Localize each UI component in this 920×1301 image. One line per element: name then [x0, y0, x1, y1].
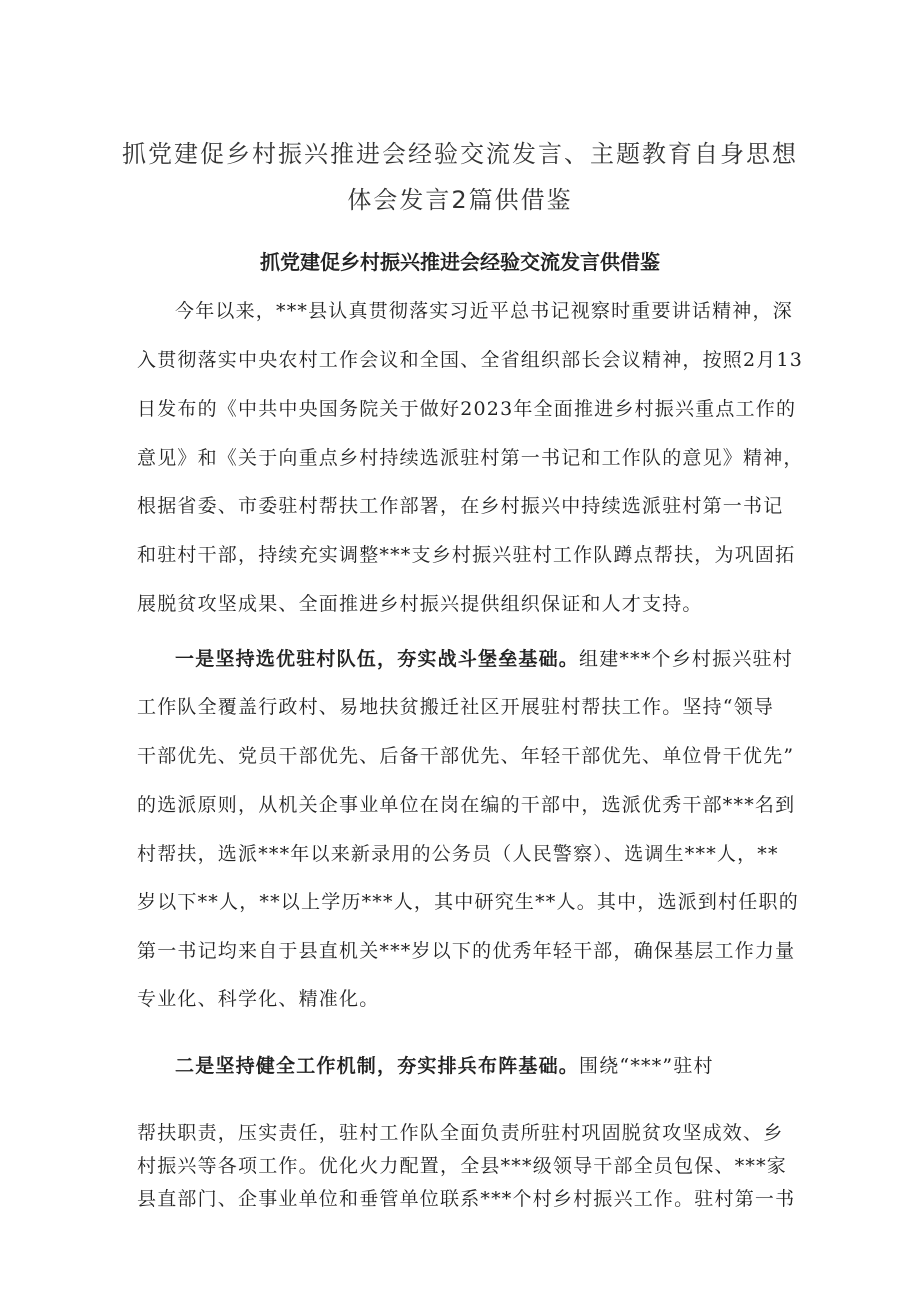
- section2-first-line: [175, 1053, 714, 1079]
- intro-line-4: 意见》和《关于向重点乡村持续选派驻村第一书记和工作队的意见》精神，: [137, 447, 804, 469]
- intro-line-3: 日发布的《中共中央国务院关于做好2023年全面推进乡村振兴重点工作的: [137, 398, 797, 420]
- section1-first-line: [175, 646, 793, 672]
- section1-line-4: 的选派原则，从机关企事业单位在岗在编的干部中，选派优秀干部***名到: [137, 794, 796, 816]
- section1-heading: 一是坚持选优驻村队伍，夯实战斗堡垒基础。: [175, 648, 580, 670]
- section1-line-5: 村帮扶，选派***年以来新录用的公务员（人民警察）、选调生***人，**: [137, 843, 779, 865]
- intro-line-1: 今年以来，***县认真贯彻落实习近平总书记视察时重要讲话精神，深: [175, 300, 793, 322]
- section1-line-8: 专业化、科学化、精准化。: [137, 988, 380, 1010]
- section1-line-6: 岁以下**人，**以上学历***人，其中研究生**人。其中，选派到村任职的: [137, 891, 799, 913]
- section2-heading: 二是坚持健全工作机制，夯实排兵布阵基础。: [175, 1055, 580, 1077]
- section1-first-line-rest: 组建***个乡村振兴驻村: [579, 648, 793, 670]
- section2-line-3: 村振兴等各项工作。优化火力配置，全县***级领导干部全员包保、***家: [137, 1155, 788, 1177]
- intro-line-2: 入贯彻落实中央农村工作会议和全国、全省组织部长会议精神，按照2月13: [137, 349, 804, 371]
- intro-line-6: 和驻村干部，持续充实调整***支乡村振兴驻村工作队蹲点帮扶，为巩固拓: [137, 544, 796, 566]
- section2-line-2: 帮扶职责，压实责任，驻村工作队全面负责所驻村巩固脱贫攻坚成效、乡: [137, 1122, 784, 1144]
- article-subtitle: 抓党建促乡村振兴推进会经验交流发言供借鉴: [260, 250, 660, 274]
- section1-line-3: 干部优先、党员干部优先、后备干部优先、年轻干部优先、单位骨干优先”: [137, 745, 795, 767]
- section2-line-4: 县直部门、企事业单位和垂管单位联系***个村乡村振兴工作。驻村第一书: [137, 1188, 796, 1210]
- section1-line-2: 工作队全覆盖行政村、易地扶贫搬迁社区开展驻村帮扶工作。坚持“领导: [137, 696, 775, 718]
- document-title-line-2: 体会发言2篇供借鉴: [347, 186, 573, 214]
- intro-line-5: 根据省委、市委驻村帮扶工作部署，在乡村振兴中持续选派驻村第一书记: [137, 495, 784, 517]
- document-title-line-1: 抓党建促乡村振兴推进会经验交流发言、主题教育自身思想: [122, 140, 798, 168]
- section1-line-7: 第一书记均来自于县直机关***岁以下的优秀年轻干部，确保基层工作力量: [137, 940, 796, 962]
- section2-first-line-rest: 围绕“***”驻村: [579, 1055, 714, 1077]
- intro-line-7: 展脱贫攻坚成果、全面推进乡村振兴提供组织保证和人才支持。: [137, 593, 703, 615]
